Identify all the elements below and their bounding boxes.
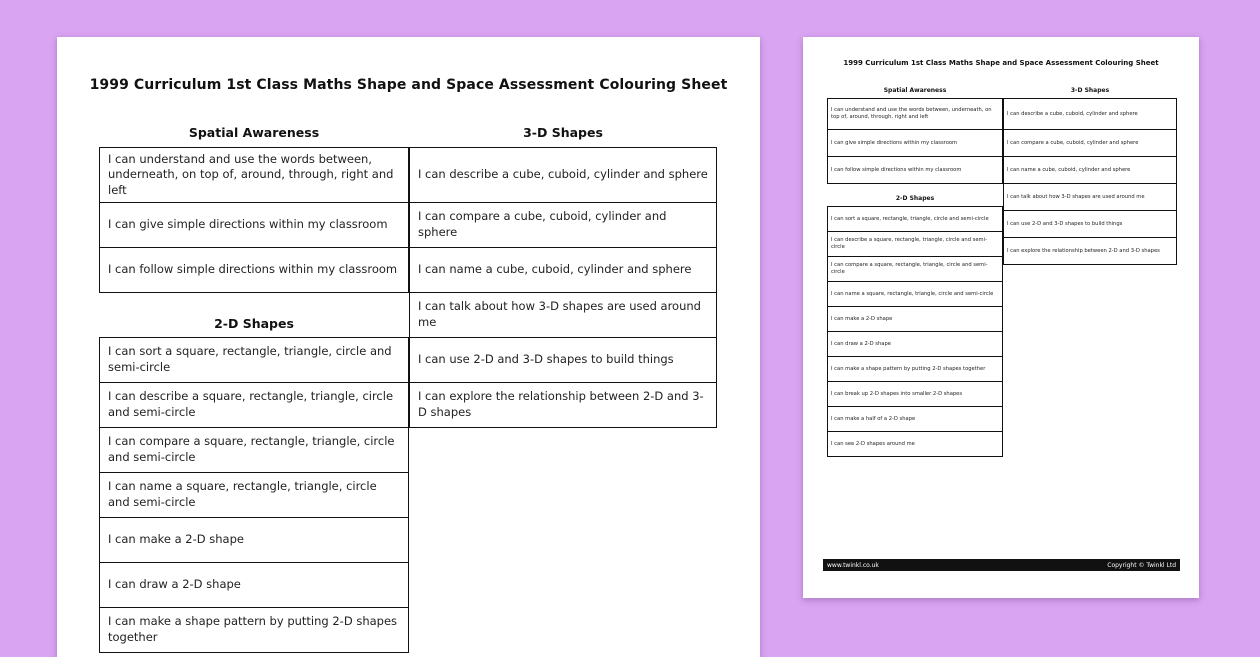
table-cell: I can describe a cube, cuboid, cylinder and sphere bbox=[410, 148, 717, 203]
table-cell: I can talk about how 3-D shapes are used around me bbox=[410, 293, 717, 338]
worksheet-large-preview bbox=[57, 37, 760, 657]
table-cell: I can understand and use the words between, underneath, on top of, around, through, right and left bbox=[100, 148, 409, 203]
table-cell: I can talk about how 3-D shapes are used around me bbox=[1004, 184, 1177, 211]
table-cell: I can name a square, rectangle, triangle, circle and semi-circle bbox=[828, 282, 1003, 307]
table-cell: I can compare a square, rectangle, triangle, circle and semi-circle bbox=[828, 257, 1003, 282]
table-cell: I can make a 2-D shape bbox=[100, 518, 409, 563]
table-cell: I can describe a square, rectangle, triangle, circle and semi-circle bbox=[100, 383, 409, 428]
thumbnail-title: 1999 Curriculum 1st Class Maths Shape and Space Assessment Colouring Sheet bbox=[843, 59, 1159, 67]
table-cell: I can make a half of a 2-D shape bbox=[828, 407, 1003, 432]
footer-copyright: Copyright © Twinkl Ltd bbox=[1107, 561, 1176, 569]
table-cell: I can sort a square, rectangle, triangle, circle and semi-circle bbox=[828, 207, 1003, 232]
thumbnail-2d-shapes-table bbox=[827, 206, 1003, 457]
thumbnail-heading-3d-shapes: 3-D Shapes bbox=[1070, 87, 1110, 94]
footer-bar bbox=[823, 559, 1180, 571]
table-cell: I can describe a cube, cuboid, cylinder and sphere bbox=[1004, 99, 1177, 130]
table-cell: I can follow simple directions within my classroom bbox=[828, 157, 1003, 184]
table-cell: I can explore the relationship between 2-D and 3-D shapes bbox=[410, 383, 717, 428]
table-cell: I can make a shape pattern by putting 2-D shapes together bbox=[828, 357, 1003, 382]
worksheet-thumbnail bbox=[803, 37, 1199, 598]
table-cell: I can explore the relationship between 2-D and 3-D shapes bbox=[1004, 238, 1177, 265]
table-cell: I can compare a square, rectangle, triangle, circle and semi-circle bbox=[100, 428, 409, 473]
heading-spatial-awareness: Spatial Awareness bbox=[188, 125, 320, 140]
3d-shapes-table bbox=[409, 147, 717, 428]
table-cell: I can describe a square, rectangle, triangle, circle and semi-circle bbox=[828, 232, 1003, 257]
table-cell: I can understand and use the words between, underneath, on top of, around, through, right and left bbox=[828, 99, 1003, 130]
thumbnail-3d-shapes-table bbox=[1003, 98, 1177, 265]
table-cell: I can make a shape pattern by putting 2-D shapes together bbox=[100, 608, 409, 653]
table-cell: I can make a 2-D shape bbox=[828, 307, 1003, 332]
table-cell: I can give simple directions within my classroom bbox=[828, 130, 1003, 157]
table-cell: I can name a cube, cuboid, cylinder and sphere bbox=[410, 248, 717, 293]
table-cell: I can compare a cube, cuboid, cylinder and sphere bbox=[410, 203, 717, 248]
table-cell: I can compare a cube, cuboid, cylinder and sphere bbox=[1004, 130, 1177, 157]
table-cell: I can break up 2-D shapes into smaller 2-D shapes bbox=[828, 382, 1003, 407]
table-cell: I can draw a 2-D shape bbox=[828, 332, 1003, 357]
table-cell: I can use 2-D and 3-D shapes to build things bbox=[1004, 211, 1177, 238]
thumbnail-heading-2d-shapes: 2-D Shapes bbox=[895, 195, 935, 202]
footer-website: www.twinkl.co.uk bbox=[827, 561, 879, 569]
thumbnail-spatial-awareness-table bbox=[827, 98, 1003, 184]
table-cell: I can give simple directions within my classroom bbox=[100, 203, 409, 248]
page-title: 1999 Curriculum 1st Class Maths Shape and Space Assessment Colouring Sheet bbox=[89, 77, 728, 93]
table-cell: I can follow simple directions within my classroom bbox=[100, 248, 409, 293]
2d-shapes-table bbox=[99, 337, 409, 653]
table-cell: I can use 2-D and 3-D shapes to build things bbox=[410, 338, 717, 383]
table-cell: I can draw a 2-D shape bbox=[100, 563, 409, 608]
spatial-awareness-table bbox=[99, 147, 409, 293]
table-cell: I can see 2-D shapes around me bbox=[828, 432, 1003, 457]
table-cell: I can sort a square, rectangle, triangle, circle and semi-circle bbox=[100, 338, 409, 383]
heading-3d-shapes: 3-D Shapes bbox=[523, 125, 603, 140]
table-cell: I can name a cube, cuboid, cylinder and sphere bbox=[1004, 157, 1177, 184]
heading-2d-shapes: 2-D Shapes bbox=[214, 316, 294, 331]
thumbnail-heading-spatial-awareness: Spatial Awareness bbox=[883, 87, 947, 94]
table-cell: I can name a square, rectangle, triangle, circle and semi-circle bbox=[100, 473, 409, 518]
